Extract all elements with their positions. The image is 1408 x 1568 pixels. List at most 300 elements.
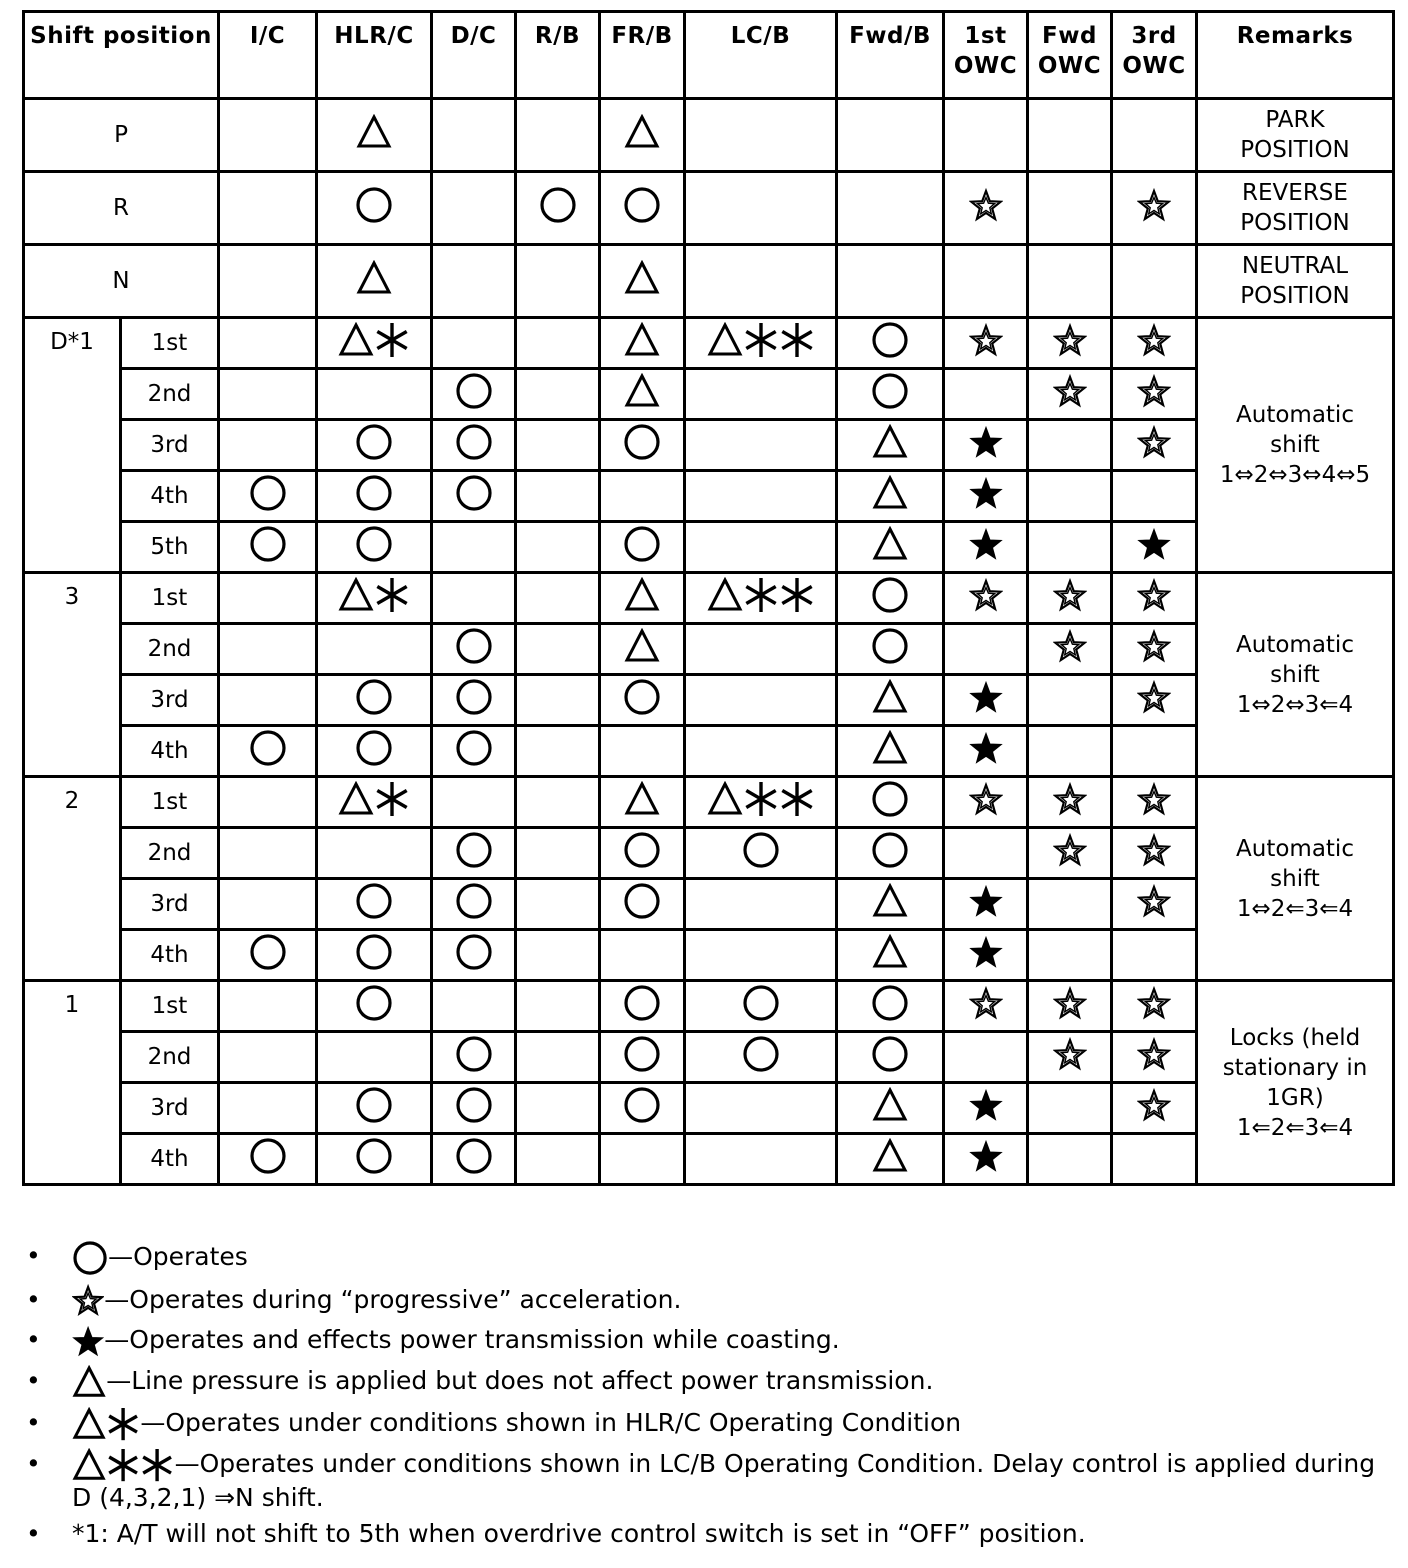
symbol-cell — [219, 369, 317, 420]
legend — [24, 1240, 1394, 1558]
asterisk-icon — [374, 577, 410, 613]
legend-text: —Operates under conditions shown in LC/B Operating Condition. Delay control is applied during D (4,3,2,1) ⇒N shift. — [72, 1449, 1376, 1513]
symbol-cell — [837, 471, 944, 522]
triangle-icon — [624, 322, 660, 358]
symbol-cell — [944, 522, 1028, 573]
coasting-symbol — [969, 1139, 1003, 1173]
operates-symbol — [249, 933, 287, 971]
operates-symbol — [355, 1137, 393, 1175]
remark-line: REVERSE — [1242, 180, 1348, 206]
gear-cell: 3rd — [121, 879, 219, 930]
operates-symbol — [455, 423, 493, 461]
symbol-cell — [516, 1032, 600, 1083]
symbol-cell — [837, 369, 944, 420]
triangle-icon — [72, 1365, 106, 1399]
circle-icon — [355, 933, 393, 971]
table-body — [24, 99, 1394, 1185]
remark-line: shift — [1270, 661, 1320, 688]
asterisk-icon — [374, 322, 410, 358]
symbol-cell — [432, 99, 516, 172]
progressive-symbol — [1053, 323, 1087, 357]
remark-cell — [1197, 172, 1394, 245]
circle-icon — [455, 627, 493, 665]
gear-cell: 2nd — [121, 1032, 219, 1083]
bullet: • — [26, 1519, 41, 1549]
symbol-cell — [837, 172, 944, 245]
operates-symbol — [623, 1086, 661, 1124]
symbol-cell — [1112, 1083, 1197, 1134]
operates-symbol — [623, 678, 661, 716]
table-row — [24, 726, 1394, 777]
symbol-cell — [837, 573, 944, 624]
circle-icon — [623, 423, 661, 461]
remark-line: POSITION — [1240, 137, 1350, 163]
table-row — [24, 172, 1394, 245]
symbol-cell — [1028, 828, 1112, 879]
operates-symbol — [455, 678, 493, 716]
symbol-cell — [219, 879, 317, 930]
triangle-icon — [338, 577, 374, 613]
gear-cell: 4th — [121, 471, 219, 522]
circle-icon — [249, 933, 287, 971]
hlrc-condition-symbol — [72, 1407, 140, 1441]
operates-symbol — [355, 423, 393, 461]
bullet: • — [26, 1449, 41, 1479]
symbol-cell — [1112, 726, 1197, 777]
circle-icon — [742, 984, 780, 1022]
hollow-star-icon — [1137, 188, 1171, 222]
symbol-cell — [432, 245, 516, 318]
remark-cell — [1197, 99, 1394, 172]
symbol-cell — [432, 1032, 516, 1083]
progressive-symbol — [1137, 323, 1171, 357]
symbol-cell — [1028, 573, 1112, 624]
asterisk-icon — [779, 577, 815, 613]
operates-symbol — [455, 1035, 493, 1073]
circle-icon — [623, 1035, 661, 1073]
triangle-icon — [356, 114, 392, 150]
operates-symbol — [355, 933, 393, 971]
symbol-cell — [516, 726, 600, 777]
symbol-cell — [432, 172, 516, 245]
symbol-cell — [317, 624, 432, 675]
remark-line: POSITION — [1240, 210, 1350, 236]
symbol-cell — [1112, 420, 1197, 471]
circle-icon — [742, 1035, 780, 1073]
symbol-cell — [600, 573, 685, 624]
symbol-cell — [944, 1083, 1028, 1134]
symbol-cell — [516, 879, 600, 930]
hollow-star-icon — [1137, 1088, 1171, 1122]
progressive-symbol — [72, 1284, 104, 1316]
circle-icon — [871, 372, 909, 410]
symbol-cell — [1112, 777, 1197, 828]
operates-symbol — [623, 831, 661, 869]
triangle-icon — [72, 1407, 106, 1441]
symbol-cell — [432, 828, 516, 879]
symbol-cell — [219, 522, 317, 573]
header-shift-position: Shift position — [24, 12, 219, 99]
remark-line: 1⇔2⇐3⇐4 — [1236, 895, 1354, 922]
hollow-star-icon — [969, 578, 1003, 612]
symbol-cell — [516, 930, 600, 981]
symbol-cell — [432, 522, 516, 573]
circle-icon — [871, 321, 909, 359]
operates-symbol — [455, 882, 493, 920]
symbol-cell — [944, 99, 1028, 172]
triangle-icon — [872, 730, 908, 766]
symbol-cell — [1028, 318, 1112, 369]
symbol-cell — [432, 879, 516, 930]
symbol-cell — [944, 930, 1028, 981]
symbol-cell — [944, 828, 1028, 879]
symbol-cell — [317, 172, 432, 245]
shift-position-cell: P — [24, 99, 219, 172]
symbol-cell — [837, 726, 944, 777]
operates-symbol — [355, 678, 393, 716]
coasting-symbol — [1137, 527, 1171, 561]
symbol-cell — [600, 245, 685, 318]
gear-cell: 1st — [121, 981, 219, 1032]
hollow-star-icon — [1137, 833, 1171, 867]
hollow-star-icon — [1053, 782, 1087, 816]
asterisk-icon — [106, 1448, 140, 1482]
progressive-symbol — [1137, 884, 1171, 918]
line-pressure-symbol — [624, 781, 660, 817]
symbol-cell — [317, 726, 432, 777]
shift-table — [22, 10, 1395, 1186]
circle-icon — [623, 1086, 661, 1124]
table-row — [24, 573, 1394, 624]
symbol-cell — [685, 981, 837, 1032]
coasting-symbol — [969, 1088, 1003, 1122]
symbol-cell — [685, 1134, 837, 1185]
operates-symbol — [249, 1137, 287, 1175]
line-pressure-symbol — [872, 424, 908, 460]
symbol-cell — [1112, 522, 1197, 573]
legend-item — [24, 1365, 1394, 1399]
symbol-cell — [944, 726, 1028, 777]
table-row — [24, 420, 1394, 471]
shift-position-cell: D*1 — [24, 318, 121, 573]
line-pressure-symbol — [872, 679, 908, 715]
circle-icon — [355, 729, 393, 767]
progressive-symbol — [1053, 374, 1087, 408]
symbol-cell — [1112, 1134, 1197, 1185]
remark-line: 1⇔2⇔3⇔4⇔5 — [1219, 462, 1371, 488]
symbol-cell — [317, 879, 432, 930]
symbol-cell — [432, 981, 516, 1032]
header-col: 1st OWC — [944, 12, 1028, 99]
progressive-symbol — [1137, 986, 1171, 1020]
filled-star-icon — [969, 1139, 1003, 1173]
progressive-symbol — [1137, 1088, 1171, 1122]
table-row — [24, 828, 1394, 879]
symbol-cell — [685, 726, 837, 777]
table-row — [24, 624, 1394, 675]
operates-symbol — [355, 729, 393, 767]
symbol-cell — [685, 879, 837, 930]
symbol-cell — [1028, 726, 1112, 777]
symbol-cell — [837, 99, 944, 172]
symbol-cell — [1112, 930, 1197, 981]
symbol-cell — [1028, 245, 1112, 318]
legend-item — [24, 1284, 1394, 1317]
progressive-symbol — [1137, 425, 1171, 459]
symbol-cell — [600, 471, 685, 522]
gear-cell: 2nd — [121, 624, 219, 675]
symbol-cell — [837, 675, 944, 726]
remark-line: Automatic — [1236, 402, 1354, 428]
symbol-cell — [317, 99, 432, 172]
symbol-cell — [685, 573, 837, 624]
filled-star-icon — [969, 680, 1003, 714]
line-pressure-symbol — [624, 373, 660, 409]
legend-text: —Operates during “progressive” acceleration. — [104, 1284, 682, 1314]
triangle-icon — [624, 260, 660, 296]
triangle-icon — [624, 114, 660, 150]
symbol-cell — [685, 624, 837, 675]
symbol-cell — [837, 522, 944, 573]
remark-cell — [1197, 318, 1394, 573]
operates-symbol — [455, 627, 493, 665]
circle-icon — [249, 525, 287, 563]
symbol-cell — [219, 573, 317, 624]
circle-icon — [455, 423, 493, 461]
symbol-cell — [685, 172, 837, 245]
line-pressure-symbol — [872, 730, 908, 766]
operates-symbol — [355, 186, 393, 224]
symbol-cell — [1028, 369, 1112, 420]
symbol-cell — [432, 624, 516, 675]
bullet: • — [26, 1284, 41, 1314]
operates-symbol — [742, 1035, 780, 1073]
symbol-cell — [219, 777, 317, 828]
triangle-icon — [338, 781, 374, 817]
operates-symbol — [623, 882, 661, 920]
symbol-cell — [1112, 981, 1197, 1032]
progressive-symbol — [1053, 833, 1087, 867]
filled-star-icon — [1137, 527, 1171, 561]
legend-text: —Line pressure is applied but does not affect power transmission. — [106, 1365, 934, 1395]
symbol-cell — [516, 981, 600, 1032]
progressive-symbol — [1053, 629, 1087, 663]
shift-position-cell: R — [24, 172, 219, 245]
bullet: • — [26, 1241, 41, 1270]
symbol-cell — [432, 420, 516, 471]
symbol-cell — [1028, 930, 1112, 981]
legend-text: *1: A/T will not shift to 5th when overdrive control switch is set in “OFF” position. — [72, 1519, 1086, 1549]
progressive-symbol — [1137, 629, 1171, 663]
filled-star-icon — [969, 935, 1003, 969]
table-row — [24, 369, 1394, 420]
symbol-cell — [219, 624, 317, 675]
hollow-star-icon — [1137, 680, 1171, 714]
progressive-symbol — [969, 578, 1003, 612]
triangle-icon — [872, 883, 908, 919]
symbol-cell — [219, 172, 317, 245]
symbol-cell — [317, 1134, 432, 1185]
symbol-cell — [944, 1032, 1028, 1083]
triangle-icon — [872, 934, 908, 970]
operates-symbol — [455, 933, 493, 971]
circle-icon — [455, 729, 493, 767]
triangle-icon — [624, 577, 660, 613]
table-row — [24, 99, 1394, 172]
symbol-cell — [219, 828, 317, 879]
circle-icon — [355, 474, 393, 512]
gear-cell: 2nd — [121, 828, 219, 879]
table-row — [24, 777, 1394, 828]
coasting-symbol — [969, 680, 1003, 714]
operates-symbol — [742, 831, 780, 869]
operates-symbol — [249, 525, 287, 563]
symbol-cell — [516, 624, 600, 675]
symbol-cell — [1112, 879, 1197, 930]
circle-icon — [455, 831, 493, 869]
header-col: HLR/C — [317, 12, 432, 99]
circle-icon — [871, 780, 909, 818]
circle-icon — [249, 474, 287, 512]
symbol-cell — [837, 624, 944, 675]
coasting-symbol — [969, 527, 1003, 561]
symbol-cell — [837, 777, 944, 828]
symbol-cell — [685, 828, 837, 879]
operates-symbol — [871, 984, 909, 1022]
circle-icon — [72, 1240, 108, 1276]
circle-icon — [623, 678, 661, 716]
symbol-cell — [432, 726, 516, 777]
symbol-cell — [219, 318, 317, 369]
remark-line: NEUTRAL — [1241, 253, 1349, 279]
triangle-icon — [338, 322, 374, 358]
remark-cell — [1197, 981, 1394, 1185]
remark-line: PARK — [1265, 107, 1325, 133]
symbol-cell — [944, 245, 1028, 318]
triangle-icon — [872, 526, 908, 562]
symbol-cell — [1028, 99, 1112, 172]
table-row — [24, 471, 1394, 522]
legend-text: —Operates under conditions shown in HLR/C Operating Condition — [140, 1407, 962, 1437]
symbol-cell — [944, 675, 1028, 726]
line-pressure-symbol — [356, 114, 392, 150]
operates-symbol — [455, 831, 493, 869]
hollow-star-icon — [1137, 884, 1171, 918]
symbol-cell — [516, 675, 600, 726]
filled-star-icon — [969, 884, 1003, 918]
symbol-cell — [317, 777, 432, 828]
operates-symbol — [455, 729, 493, 767]
progressive-symbol — [1053, 578, 1087, 612]
progressive-symbol — [1137, 833, 1171, 867]
symbol-cell — [1028, 1032, 1112, 1083]
symbol-cell — [944, 573, 1028, 624]
progressive-symbol — [1137, 782, 1171, 816]
circle-icon — [539, 186, 577, 224]
hollow-star-icon — [969, 188, 1003, 222]
line-pressure-symbol — [624, 260, 660, 296]
operates-symbol — [355, 525, 393, 563]
line-pressure-symbol — [356, 260, 392, 296]
symbol-cell — [219, 675, 317, 726]
progressive-symbol — [1053, 986, 1087, 1020]
symbol-cell — [837, 245, 944, 318]
symbol-cell — [432, 777, 516, 828]
symbol-cell — [1028, 777, 1112, 828]
operates-symbol — [355, 882, 393, 920]
symbol-cell — [1112, 828, 1197, 879]
symbol-cell — [516, 1134, 600, 1185]
operates-symbol — [355, 1086, 393, 1124]
symbol-cell — [600, 930, 685, 981]
symbol-cell — [219, 245, 317, 318]
table-row — [24, 981, 1394, 1032]
remark-line: 1GR) — [1266, 1084, 1324, 1111]
header-col: 3rd OWC — [1112, 12, 1197, 99]
symbol-cell — [685, 99, 837, 172]
line-pressure-symbol — [624, 322, 660, 358]
remark-line: POSITION — [1240, 283, 1350, 309]
symbol-cell — [1112, 369, 1197, 420]
symbol-cell — [600, 1032, 685, 1083]
gear-cell: 1st — [121, 777, 219, 828]
hollow-star-icon — [1053, 629, 1087, 663]
symbol-cell — [432, 573, 516, 624]
progressive-symbol — [1137, 680, 1171, 714]
coasting-symbol — [72, 1325, 104, 1357]
symbol-cell — [944, 318, 1028, 369]
circle-icon — [623, 525, 661, 563]
triangle-icon — [872, 1087, 908, 1123]
circle-icon — [623, 186, 661, 224]
table-row — [24, 879, 1394, 930]
hollow-star-icon — [1137, 629, 1171, 663]
progressive-symbol — [969, 323, 1003, 357]
line-pressure-symbol — [872, 934, 908, 970]
symbol-cell — [516, 245, 600, 318]
symbol-cell — [219, 1032, 317, 1083]
header-col: Fwd OWC — [1028, 12, 1112, 99]
hollow-star-icon — [1137, 1037, 1171, 1071]
gear-cell: 2nd — [121, 369, 219, 420]
hollow-star-icon — [1137, 374, 1171, 408]
line-pressure-symbol — [872, 883, 908, 919]
hollow-star-icon — [1053, 374, 1087, 408]
header-col: D/C — [432, 12, 516, 99]
header-remarks: Remarks — [1197, 12, 1394, 99]
symbol-cell — [1028, 420, 1112, 471]
symbol-cell — [516, 777, 600, 828]
header-col: LC/B — [685, 12, 837, 99]
hollow-star-icon — [1137, 986, 1171, 1020]
circle-icon — [455, 933, 493, 971]
operates-symbol — [72, 1240, 108, 1276]
hollow-star-icon — [1053, 986, 1087, 1020]
operates-symbol — [455, 1137, 493, 1175]
triangle-icon — [624, 781, 660, 817]
symbol-cell — [432, 318, 516, 369]
symbol-cell — [1112, 573, 1197, 624]
gear-cell: 4th — [121, 1134, 219, 1185]
remark-cell — [1197, 573, 1394, 777]
symbol-cell — [685, 1032, 837, 1083]
table-row — [24, 1134, 1394, 1185]
symbol-cell — [516, 99, 600, 172]
remark-line: 1⇐2⇐3⇐4 — [1236, 1114, 1354, 1141]
shift-position-cell: 3 — [24, 573, 121, 777]
circle-icon — [871, 576, 909, 614]
line-pressure-symbol — [624, 628, 660, 664]
